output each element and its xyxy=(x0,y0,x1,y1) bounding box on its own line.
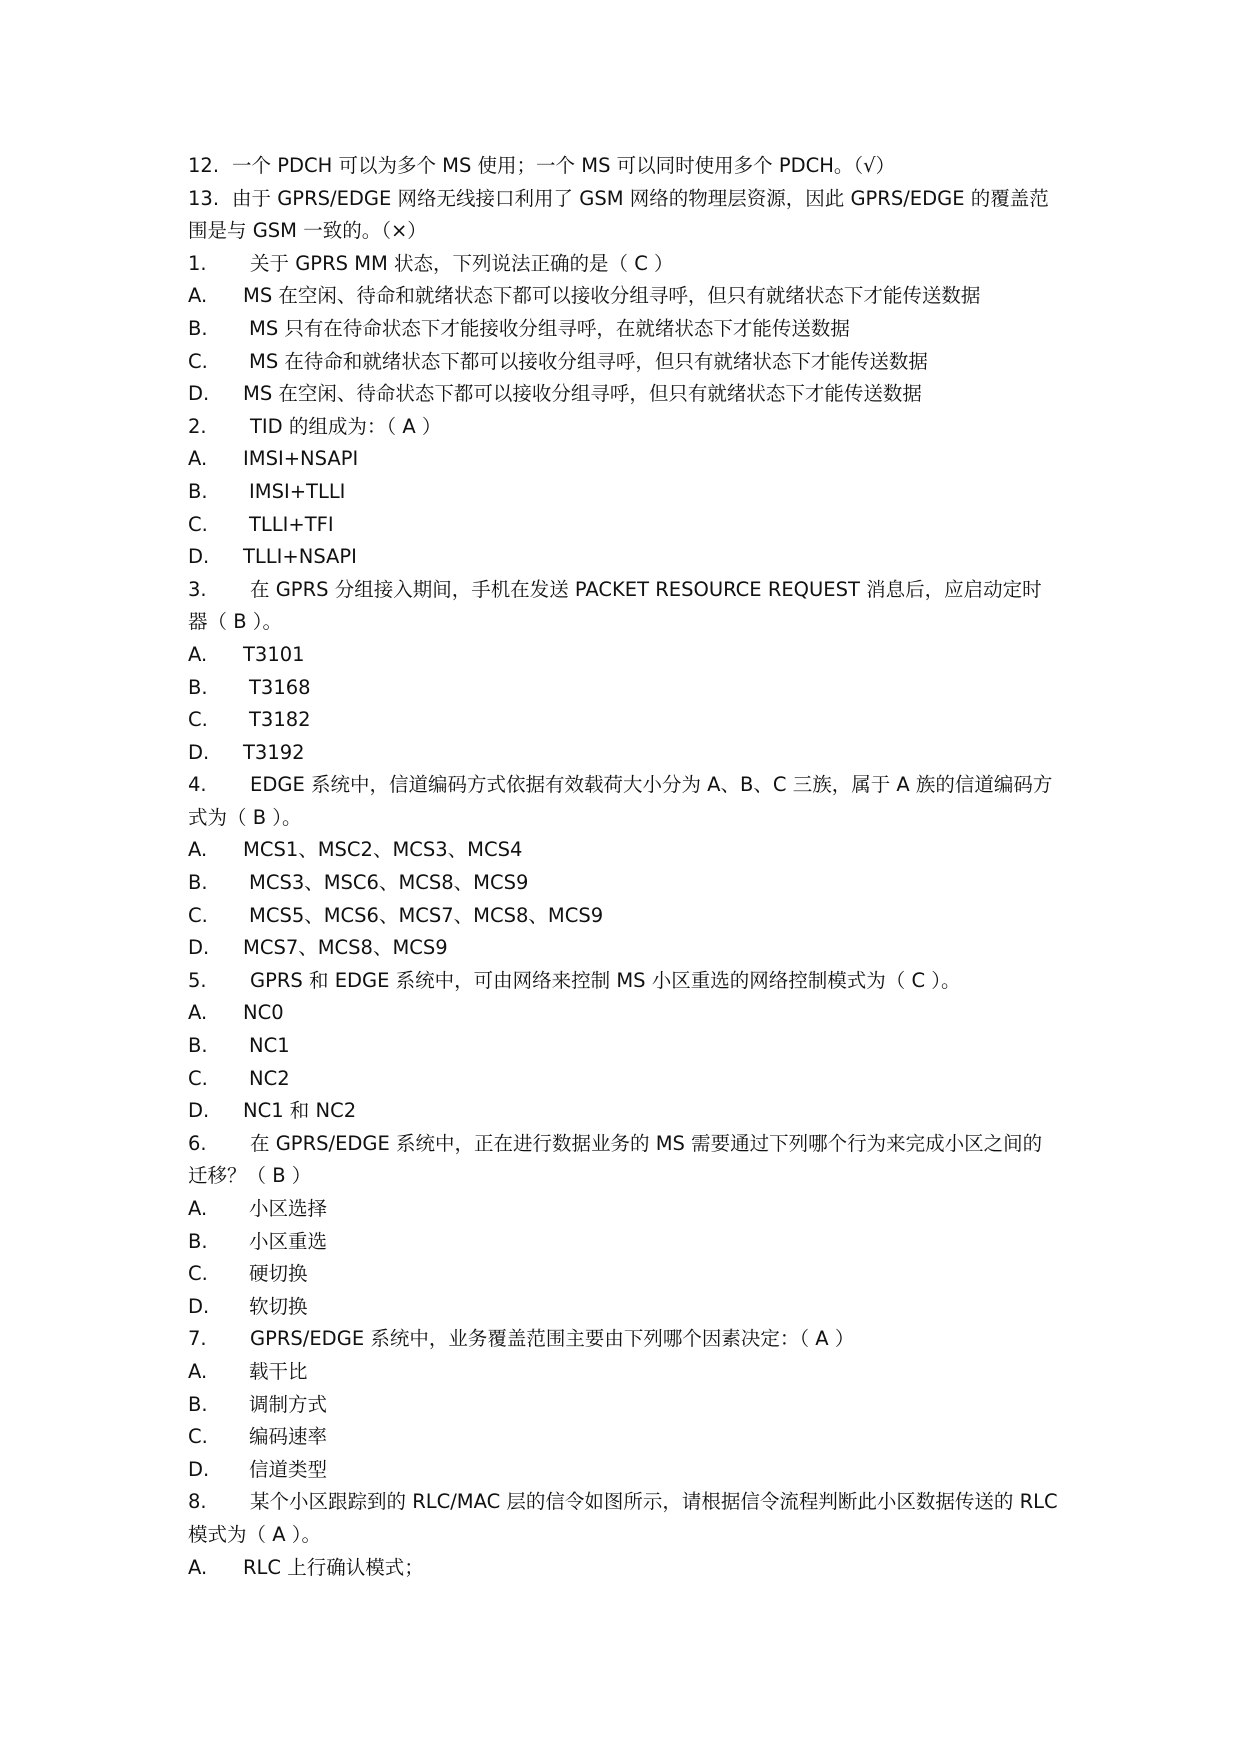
option-letter: C. xyxy=(188,1066,208,1090)
question-4-option-b xyxy=(188,867,1058,900)
option-letter: C. xyxy=(188,512,208,536)
option-letter: B. xyxy=(188,1229,208,1253)
option-text: 编码速率 xyxy=(249,1425,328,1449)
option-letter: C. xyxy=(188,903,208,927)
option-text: MS 在空闲、待命和就绪状态下都可以接收分组寻呼，但只有就绪状态下才能传送数据 xyxy=(243,284,981,308)
option-text: NC0 xyxy=(243,1001,284,1025)
question-7-option-c xyxy=(188,1421,1058,1454)
option-text: MS 只有在待命状态下才能接收分组寻呼，在就绪状态下才能传送数据 xyxy=(249,316,850,340)
question-number: 1. xyxy=(188,251,207,275)
option-letter: A. xyxy=(188,447,208,471)
option-text: 信道类型 xyxy=(249,1457,328,1481)
question-5 xyxy=(188,965,1058,998)
question-4-option-d xyxy=(188,932,1058,965)
option-letter: A. xyxy=(188,1001,208,1025)
question-7-option-a xyxy=(188,1356,1058,1389)
question-8-option-a xyxy=(188,1552,1058,1585)
question-8 xyxy=(188,1486,1058,1551)
question-text: EDGE 系统中，信道编码方式依据有效载荷大小分为 A、B、C 三族，属于 A 族的信道编码方式为（ B ）。 xyxy=(188,773,1053,829)
tf-item-12 xyxy=(188,150,1058,183)
question-4 xyxy=(188,769,1058,834)
option-letter: B. xyxy=(188,871,208,895)
question-number: 8. xyxy=(188,1490,207,1514)
option-letter: C. xyxy=(188,1262,208,1286)
option-text: MCS1、MSC2、MCS3、MCS4 xyxy=(243,838,523,862)
option-text: MS 在待命和就绪状态下都可以接收分组寻呼，但只有就绪状态下才能传送数据 xyxy=(249,349,928,373)
option-text: MCS7、MCS8、MCS9 xyxy=(243,936,448,960)
question-number: 4. xyxy=(188,773,207,797)
question-4-option-c xyxy=(188,900,1058,933)
option-letter: C. xyxy=(188,708,208,732)
option-letter: D. xyxy=(188,1457,210,1481)
document-page xyxy=(188,150,1058,1584)
question-4-option-a xyxy=(188,834,1058,867)
question-2-option-a xyxy=(188,443,1058,476)
option-text: NC1 xyxy=(249,1034,290,1058)
option-text: TLLI+TFI xyxy=(249,512,334,536)
option-letter: D. xyxy=(188,1099,210,1123)
option-letter: C. xyxy=(188,1425,208,1449)
option-letter: A. xyxy=(188,284,208,308)
question-6-option-c xyxy=(188,1258,1058,1291)
question-5-option-b xyxy=(188,1030,1058,1063)
question-2 xyxy=(188,411,1058,444)
option-text: MCS3、MSC6、MCS8、MCS9 xyxy=(249,871,529,895)
question-5-option-d xyxy=(188,1095,1058,1128)
question-text: TID 的组成为：（ A ） xyxy=(250,414,442,438)
item-number: 13. xyxy=(188,186,220,210)
question-3-option-d xyxy=(188,737,1058,770)
question-5-option-a xyxy=(188,997,1058,1030)
question-number: 6. xyxy=(188,1131,207,1155)
question-1-option-b xyxy=(188,313,1058,346)
question-2-option-d xyxy=(188,541,1058,574)
question-3 xyxy=(188,574,1058,639)
option-letter: A. xyxy=(188,838,208,862)
option-text: RLC 上行确认模式； xyxy=(243,1555,424,1579)
question-6 xyxy=(188,1128,1058,1193)
option-text: IMSI+TLLI xyxy=(249,479,346,503)
question-3-option-c xyxy=(188,704,1058,737)
question-number: 3. xyxy=(188,577,207,601)
option-letter: D. xyxy=(188,545,210,569)
option-letter: B. xyxy=(188,479,208,503)
question-number: 7. xyxy=(188,1327,207,1351)
question-number: 5. xyxy=(188,968,207,992)
item-text: 由于 GPRS/EDGE 网络无线接口利用了 GSM 网络的物理层资源，因此 GPRS/EDGE 的覆盖范围是与 GSM 一致的。（×） xyxy=(188,186,1049,243)
question-1-option-a xyxy=(188,280,1058,313)
option-text: T3168 xyxy=(249,675,311,699)
option-letter: A. xyxy=(188,1197,208,1220)
option-text: T3182 xyxy=(249,708,311,732)
option-letter: D. xyxy=(188,382,210,406)
question-1-option-c xyxy=(188,346,1058,379)
question-number: 2. xyxy=(188,414,207,438)
option-text: MCS5、MCS6、MCS7、MCS8、MCS9 xyxy=(249,903,604,927)
option-text: 软切换 xyxy=(249,1294,308,1318)
question-text: 关于 GPRS MM 状态，下列说法正确的是（ C ） xyxy=(250,251,674,275)
option-text: 小区重选 xyxy=(249,1229,328,1253)
option-letter: D. xyxy=(188,740,210,764)
question-3-option-b xyxy=(188,672,1058,705)
option-text: T3101 xyxy=(243,642,305,666)
item-text: 一个 PDCH 可以为多个 MS 使用；一个 MS 可以同时使用多个 PDCH。（√） xyxy=(232,154,896,177)
option-letter: A. xyxy=(188,1359,208,1383)
question-text: 某个小区跟踪到的 RLC/MAC 层的信令如图所示，请根据信令流程判断此小区数据传送的 RLC 模式为（ A ）。 xyxy=(188,1490,1058,1546)
question-6-option-a xyxy=(188,1193,1058,1226)
question-text: 在 GPRS 分组接入期间，手机在发送 PACKET RESOURCE REQUEST 消息后，应启动定时器（ B ）。 xyxy=(188,577,1042,634)
option-text: T3192 xyxy=(243,740,305,764)
question-5-option-c xyxy=(188,1063,1058,1096)
option-letter: D. xyxy=(188,936,210,960)
question-3-option-a xyxy=(188,639,1058,672)
option-text: 小区选择 xyxy=(249,1197,328,1220)
option-text: MS 在空闲、待命状态下都可以接收分组寻呼，但只有就绪状态下才能传送数据 xyxy=(243,382,922,406)
question-text: GPRS 和 EDGE 系统中，可由网络来控制 MS 小区重选的网络控制模式为（ C ）。 xyxy=(250,968,961,992)
question-6-option-b xyxy=(188,1226,1058,1259)
tf-item-13 xyxy=(188,183,1058,248)
option-letter: D. xyxy=(188,1294,210,1318)
question-1-option-d xyxy=(188,378,1058,411)
option-text: NC1 和 NC2 xyxy=(243,1099,357,1123)
option-letter: B. xyxy=(188,316,208,340)
option-letter: A. xyxy=(188,642,208,666)
question-2-option-b xyxy=(188,476,1058,509)
question-text: GPRS/EDGE 系统中，业务覆盖范围主要由下列哪个因素决定：（ A ） xyxy=(250,1327,855,1351)
option-text: TLLI+NSAPI xyxy=(243,545,357,569)
option-letter: A. xyxy=(188,1555,208,1579)
option-letter: C. xyxy=(188,349,208,373)
question-7 xyxy=(188,1323,1058,1356)
option-text: 调制方式 xyxy=(249,1392,328,1416)
option-letter: B. xyxy=(188,1034,208,1058)
option-text: 硬切换 xyxy=(249,1262,308,1286)
question-1 xyxy=(188,248,1058,281)
question-7-option-d xyxy=(188,1454,1058,1487)
question-7-option-b xyxy=(188,1389,1058,1422)
item-number: 12. xyxy=(188,154,220,177)
option-text: IMSI+NSAPI xyxy=(243,447,359,471)
option-text: NC2 xyxy=(249,1066,290,1090)
option-letter: B. xyxy=(188,1392,208,1416)
option-text: 载干比 xyxy=(249,1359,308,1383)
question-2-option-c xyxy=(188,509,1058,542)
option-letter: B. xyxy=(188,675,208,699)
question-6-option-d xyxy=(188,1291,1058,1324)
question-text: 在 GPRS/EDGE 系统中，正在进行数据业务的 MS 需要通过下列哪个行为来完成小区之间的迁移？（ B ） xyxy=(188,1131,1043,1188)
